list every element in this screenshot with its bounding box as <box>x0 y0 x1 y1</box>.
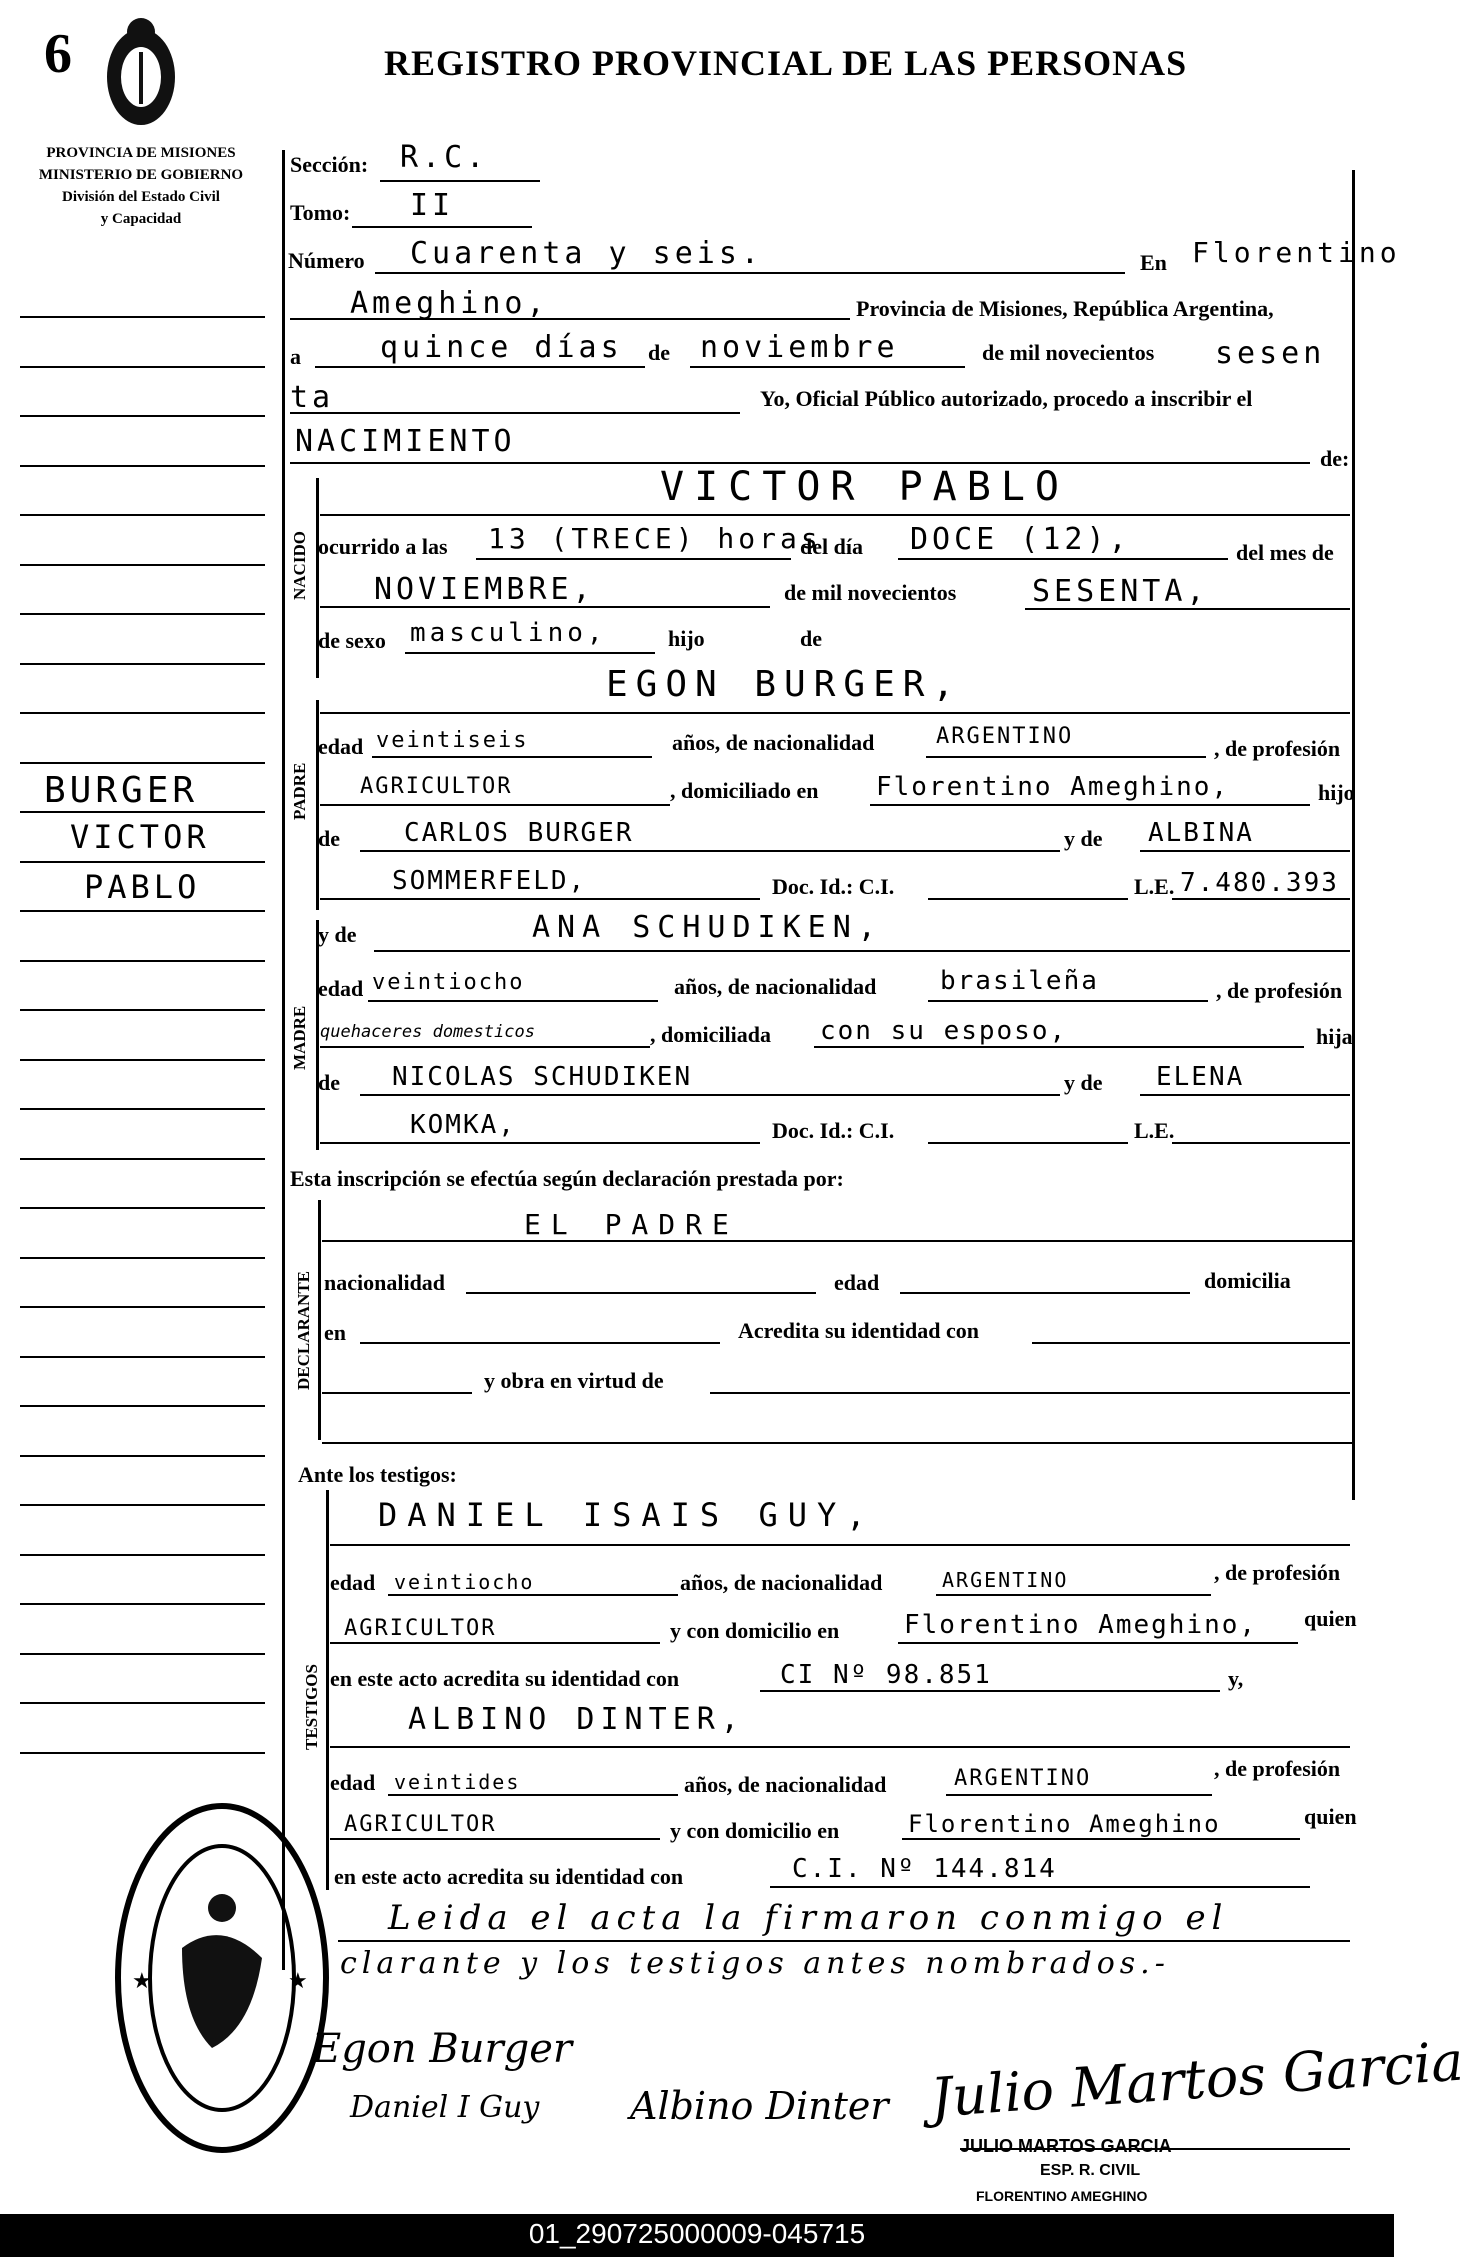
acredita-label: Acredita su identidad con <box>738 1318 980 1343</box>
provincia-label: Provincia de Misiones, República Argentina, <box>856 296 1274 321</box>
domiciliado-label: , domiciliado en <box>670 778 819 803</box>
signature-daniel: Daniel I Guy <box>350 2090 540 2125</box>
rule <box>1025 608 1350 610</box>
yo-label: Yo, Oficial Público autorizado, procedo a inscribir el <box>760 386 1253 411</box>
rule <box>1140 850 1350 852</box>
ministry-line: y Capacidad <box>100 211 182 227</box>
profesion-label-4: , de profesión <box>1214 1756 1341 1781</box>
rule <box>330 1838 660 1840</box>
rule <box>320 712 1350 714</box>
quien-label: quien <box>1304 1606 1357 1631</box>
rule <box>466 1292 816 1294</box>
abuela-m-value-2: KOMKA, <box>410 1110 516 1140</box>
hora-value: 13 (TRECE) horas <box>488 522 822 555</box>
doc-id-label: Doc. Id.: C.I. <box>772 874 895 899</box>
quien-label-2: quien <box>1304 1804 1357 1829</box>
rule <box>1172 898 1350 900</box>
de-label-2: de <box>800 626 822 651</box>
rule <box>375 272 1125 274</box>
declarante-value: EL PADRE <box>524 1208 739 1241</box>
t1-prof: AGRICULTOR <box>344 1616 497 1641</box>
margin-rule <box>20 1306 265 1308</box>
rule <box>1140 1094 1350 1096</box>
obra-label: y obra en virtud de <box>484 1368 664 1393</box>
de-mil-label: de mil novecientos <box>982 340 1155 365</box>
acto-label-2: en este acto acredita su identidad con <box>334 1864 684 1889</box>
t1-id: CI Nº 98.851 <box>780 1660 992 1690</box>
rule <box>902 1838 1300 1840</box>
t1-value: DANIEL ISAIS GUY, <box>378 1496 876 1534</box>
rule <box>388 1594 678 1596</box>
rule <box>926 756 1206 758</box>
t2-dom: Florentino Ameghino <box>908 1810 1221 1838</box>
ocurrido-label: ocurrido a las <box>318 534 448 559</box>
rule <box>360 1094 1060 1096</box>
svg-text:★: ★ <box>288 1969 308 1994</box>
edad-label-3: edad <box>834 1270 880 1295</box>
de-label-4: de <box>318 1070 340 1095</box>
t2-nac: ARGENTINO <box>954 1766 1092 1791</box>
rule <box>690 366 965 368</box>
padre-edad: veintiseis <box>376 728 529 753</box>
de-label: de <box>648 340 670 365</box>
padre-dom: Florentino Ameghino, <box>876 772 1230 802</box>
signature-julio: Julio Martos Garcia <box>928 2029 1465 2130</box>
padre-le: 7.480.393 <box>1180 868 1339 898</box>
official-name: JULIO MARTOS GARCIA <box>960 2136 1172 2156</box>
ante-label: Ante los testigos: <box>298 1462 457 1487</box>
form-left-border <box>282 150 285 1970</box>
declarante-label: DECLARANTE <box>294 1270 313 1390</box>
acto-value: NACIMIENTO <box>295 424 516 459</box>
numero-label: Número <box>288 248 365 273</box>
rule <box>320 606 770 608</box>
rule <box>290 412 740 414</box>
y-comma-label: y, <box>1228 1666 1244 1691</box>
rule <box>322 1442 1352 1444</box>
y-de-label-2: y de <box>318 922 357 947</box>
rule <box>760 1690 1220 1692</box>
rule <box>946 1794 1212 1796</box>
rule <box>320 514 1350 516</box>
doc-id-label-2: Doc. Id.: C.I. <box>772 1118 895 1143</box>
rule <box>352 226 532 228</box>
margin-rule <box>20 613 265 615</box>
padre-nac: ARGENTINO <box>936 724 1074 749</box>
margin-rule <box>20 1108 265 1110</box>
esta-inscripcion-label: Esta inscripción se efectúa según declaración prestada por: <box>290 1166 844 1191</box>
official-stamp <box>112 1798 332 2163</box>
margin-rule <box>20 465 265 467</box>
rule <box>476 558 791 560</box>
le-label: L.E. <box>1134 874 1175 899</box>
margin-rule <box>20 663 265 665</box>
sexo-value: masculino, <box>410 618 607 648</box>
anos-nac-label-3: años, de nacionalidad <box>680 1570 883 1595</box>
rule <box>1032 1342 1350 1344</box>
hijo-label: hijo <box>668 626 705 651</box>
rule <box>870 804 1310 806</box>
seccion-label: Sección: <box>290 152 369 177</box>
con-domicilio-label-2: y con domicilio en <box>670 1818 840 1843</box>
rule <box>770 1886 1310 1888</box>
madre-value: ANA SCHUDIKEN, <box>532 910 883 945</box>
rule <box>330 1544 1350 1546</box>
closing-line-2: clarante y los testigos antes nombrados.- <box>340 1946 1170 1981</box>
rule <box>936 1594 1211 1596</box>
rule <box>898 1642 1298 1644</box>
edad-label-2: edad <box>318 976 364 1001</box>
edad-label-4: edad <box>330 1570 376 1595</box>
madre-bar <box>316 920 319 1150</box>
abuela-value: ALBINA <box>1148 818 1254 848</box>
hija-label: hija <box>1316 1024 1353 1049</box>
rule <box>320 1046 650 1048</box>
rule <box>360 850 1060 852</box>
t2-prof: AGRICULTOR <box>344 1812 497 1837</box>
y-de-label: y de <box>1064 826 1103 851</box>
de-label-3: de <box>318 826 340 851</box>
a-label: a <box>290 344 301 369</box>
dia-value: quince días <box>380 330 623 365</box>
margin-rule <box>20 1207 265 1209</box>
de-colon-label: de: <box>1320 446 1350 471</box>
margin-rule <box>20 1752 265 1754</box>
page-number: 6 <box>44 23 72 85</box>
margin-rule <box>20 910 265 912</box>
margin-rule <box>20 712 265 714</box>
padre-label: PADRE <box>290 762 309 820</box>
t1-dom: Florentino Ameghino, <box>904 1610 1258 1640</box>
madre-label: MADRE <box>290 1005 309 1070</box>
rule <box>380 180 540 182</box>
margin-rule <box>20 960 265 962</box>
mes-value: noviembre <box>700 330 899 365</box>
margin-rule <box>20 1356 265 1358</box>
official-place: FLORENTINO AMEGHINO <box>976 2188 1148 2204</box>
svg-text:★: ★ <box>132 1969 152 1994</box>
footer-id: 01_290725000009-045715 <box>528 2218 866 2249</box>
margin-rule <box>20 1455 265 1457</box>
t2-edad: veintides <box>394 1770 521 1794</box>
anos-nac-label-4: años, de nacionalidad <box>684 1772 887 1797</box>
margin-rule <box>20 762 265 764</box>
tomo-label: Tomo: <box>290 200 351 225</box>
margin-rule <box>20 1009 265 1011</box>
de-mil-label-2: de mil novecientos <box>784 580 957 605</box>
rule <box>374 950 1350 952</box>
abuela-value-2: SOMMERFELD, <box>392 866 587 896</box>
nacido-label: NACIDO <box>290 531 309 600</box>
seccion-value: R.C. <box>400 140 489 175</box>
en-value-2: Ameghino, <box>350 286 549 321</box>
margin-rule <box>20 514 265 516</box>
margin-rule <box>20 1603 265 1605</box>
padre-value: EGON BURGER, <box>606 664 963 705</box>
acto-label: en este acto acredita su identidad con <box>330 1666 680 1691</box>
mes-nac-value: NOVIEMBRE, <box>374 572 595 607</box>
rule <box>320 804 670 806</box>
rule <box>320 1142 760 1144</box>
profesion-label: , de profesión <box>1214 736 1341 761</box>
rule <box>290 318 850 320</box>
en-value: Florentino <box>1192 236 1401 269</box>
form-right-border <box>1352 170 1355 1500</box>
margin-rule <box>20 415 265 417</box>
signature-albino: Albino Dinter <box>630 2084 889 2128</box>
margin-name-surname: BURGER <box>44 770 199 811</box>
margin-rule <box>20 1653 265 1655</box>
margin-rule <box>20 861 265 863</box>
closing-line-1: Leida el acta la firmaron conmigo el <box>388 1898 1229 1938</box>
rule <box>315 366 645 368</box>
rule <box>405 652 655 654</box>
rule <box>330 1642 660 1644</box>
declarante-bar <box>318 1200 321 1440</box>
madre-edad: veintiocho <box>372 970 525 995</box>
padre-bar <box>316 700 319 910</box>
margin-rule <box>20 1257 265 1259</box>
official-title: ESP. R. CIVIL <box>1040 2162 1141 2179</box>
rule <box>388 1794 678 1796</box>
madre-prof: quehaceres domesticos <box>320 1022 535 1042</box>
anio-nac-value: SESENTA, <box>1032 574 1209 609</box>
ministry-line: PROVINCIA DE MISIONES <box>46 145 236 161</box>
profesion-label-2: , de profesión <box>1216 978 1343 1003</box>
abuela-m-value: ELENA <box>1156 1062 1245 1092</box>
t1-nac: ARGENTINO <box>942 1568 1069 1592</box>
hijo-label-2: hijo <box>1318 780 1355 805</box>
ministry-line: División del Estado Civil <box>62 189 220 205</box>
nombre-value: VICTOR PABLO <box>660 464 1069 510</box>
anio-value: sesen <box>1215 336 1326 371</box>
margin-name-middle: PABLO <box>84 868 201 906</box>
margin-rule <box>20 1405 265 1407</box>
testigos-label: TESTIGOS <box>302 1664 321 1750</box>
madre-dom: con su esposo, <box>820 1016 1068 1046</box>
rule <box>360 1342 720 1344</box>
rule <box>900 1292 1190 1294</box>
signature-egon: Egon Burger <box>312 2026 573 2072</box>
rule <box>898 558 1228 560</box>
profesion-label-3: , de profesión <box>1214 1560 1341 1585</box>
ministry-block <box>16 142 266 230</box>
numero-value: Cuarenta y seis. <box>410 236 763 271</box>
t1-edad: veintiocho <box>394 1570 535 1594</box>
rule <box>322 1240 1352 1242</box>
margin-rule <box>20 1059 265 1061</box>
ministry-line: MINISTERIO DE GOBIERNO <box>38 167 244 183</box>
page-title: REGISTRO PROVINCIAL DE LAS PERSONAS <box>384 43 1188 83</box>
domiciliada-label: , domiciliada <box>650 1022 772 1047</box>
rule <box>928 1000 1208 1002</box>
rule <box>928 1142 1128 1144</box>
rule <box>710 1392 1350 1394</box>
padre-prof: AGRICULTOR <box>360 774 513 799</box>
madre-nac: brasileña <box>940 966 1099 996</box>
en-label: En <box>1140 250 1167 275</box>
rule <box>372 756 652 758</box>
coat-of-arms <box>96 12 186 137</box>
rule <box>330 1746 1350 1748</box>
del-mes-label: del mes de <box>1236 540 1334 565</box>
anos-nac-label-2: años, de nacionalidad <box>674 974 877 999</box>
sexo-label: de sexo <box>318 628 386 653</box>
y-de-label-3: y de <box>1064 1070 1103 1095</box>
margin-rule <box>20 1158 265 1160</box>
en-label-2: en <box>324 1320 346 1345</box>
edad-label: edad <box>318 734 364 759</box>
domicilia-label: domicilia <box>1204 1268 1291 1293</box>
edad-label-5: edad <box>330 1770 376 1795</box>
margin-rule <box>20 316 265 318</box>
margin-rule <box>20 1504 265 1506</box>
tomo-value: II <box>410 188 455 223</box>
rule <box>368 1000 658 1002</box>
del-dia-label: del día <box>800 534 863 559</box>
rule <box>322 1392 472 1394</box>
margin-rule <box>20 564 265 566</box>
margin-rule <box>20 1702 265 1704</box>
margin-rule <box>20 1554 265 1556</box>
abuelo-m-value: NICOLAS SCHUDIKEN <box>392 1062 693 1092</box>
con-domicilio-label: y con domicilio en <box>670 1618 840 1643</box>
abuelo-value: CARLOS BURGER <box>404 818 634 848</box>
t2-value: ALBINO DINTER, <box>408 1702 745 1737</box>
anio-value-2: ta <box>290 380 335 415</box>
margin-name-first: VICTOR <box>70 818 210 856</box>
rule <box>928 898 1128 900</box>
rule <box>1172 1142 1350 1144</box>
margin-rule <box>20 811 265 813</box>
anos-nac-label: años, de nacionalidad <box>672 730 875 755</box>
margin-rule <box>20 366 265 368</box>
dia-nac-value: DOCE (12), <box>910 522 1131 557</box>
nacionalidad-label: nacionalidad <box>324 1270 446 1295</box>
le-label-2: L.E. <box>1134 1118 1175 1143</box>
rule <box>320 898 760 900</box>
t2-id: C.I. Nº 144.814 <box>792 1854 1057 1884</box>
rule <box>814 1046 1304 1048</box>
rule <box>338 1940 1350 1942</box>
